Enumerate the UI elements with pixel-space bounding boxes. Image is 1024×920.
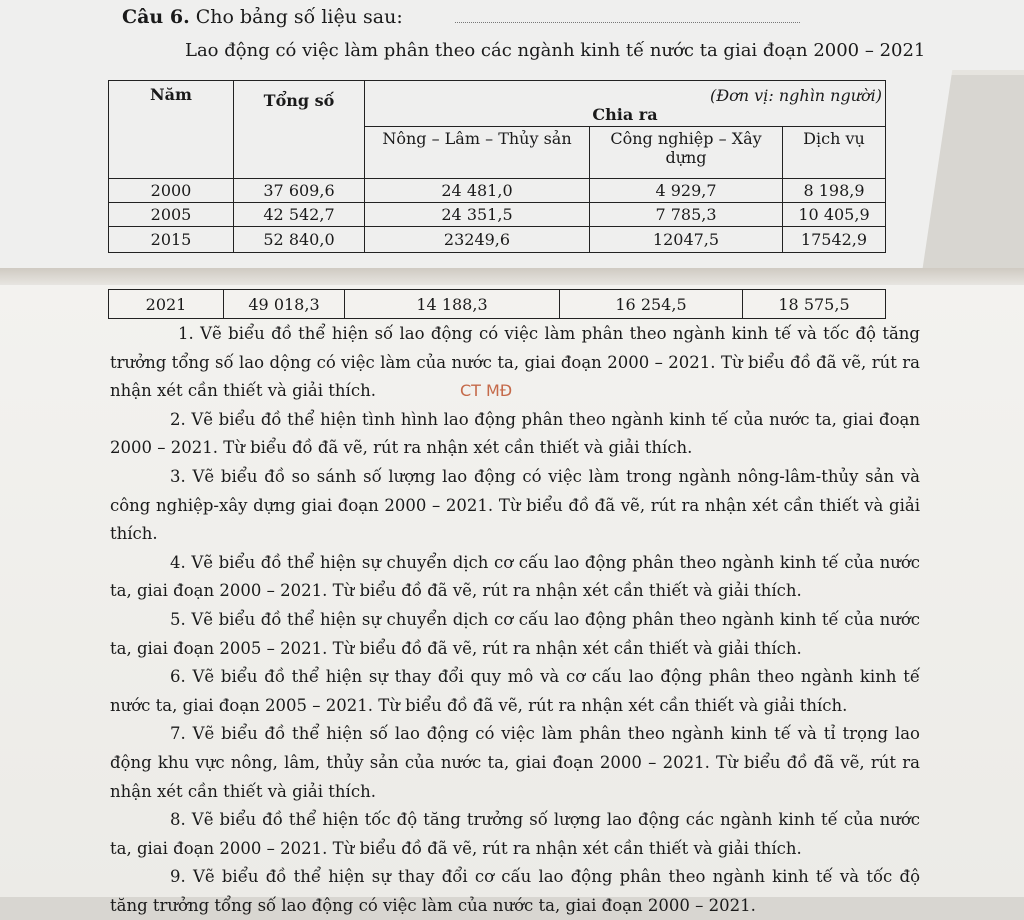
- cell-service: 18 575,5: [743, 290, 886, 319]
- cell-agri: 24 481,0: [365, 179, 590, 203]
- table-title: Lao động có việc làm phân theo các ngành kinh tế nước ta giai đoạn 2000 – 2021: [185, 40, 926, 61]
- handwritten-note: CT MĐ: [459, 381, 513, 401]
- question-item: 4. Vẽ biểu đồ thể hiện sự chuyển dịch cơ cấu lao động phân theo ngành kinh tế của nước ta, giai đoạn 2000 – 2021. Từ biểu đồ đã vẽ, rút ra nhận xét cần thiết và giải thích.: [110, 552, 920, 601]
- question-item: 6. Vẽ biểu đồ thể hiện sự thay đổi quy mô và cơ cấu lao động phân theo ngành kinh tế nước ta, giai đoạn 2005 – 2021. Từ biểu đồ đã vẽ, rút ra nhận xét cần thiết và giải thích.: [110, 667, 920, 715]
- cell-year: 2021: [109, 290, 224, 319]
- table-row: [109, 203, 886, 227]
- question-item: 7. Vẽ biểu đồ thể hiện số lao động có việc làm phân theo ngành kinh tế và tỉ trọng lao động khu vực nông, lâm, thủy sản của nước ta, giai đoạn 2000 – 2021. Từ biểu đồ đã vẽ, rút ra nhận xét cần thiết và giải thích.: [110, 724, 920, 801]
- cell-agri: 14 188,3: [345, 290, 560, 319]
- question-label: Câu 6.: [122, 6, 190, 28]
- table-row: [109, 227, 886, 253]
- question-item: 8. Vẽ biểu đồ thể hiện tốc độ tăng trưởng số lượng lao động các ngành kinh tế của nước ta, giai đoạn 2000 – 2021. Từ biểu đồ đã vẽ, rút ra nhận xét cần thiết và giải thích.: [110, 810, 920, 858]
- question-item: [110, 320, 920, 406]
- question-item: 3. Vẽ biểu đồ so sánh số lượng lao động có việc làm trong ngành nông-lâm-thủy sản và công nghiệp-xây dựng giai đoạn 2000 – 2021. Từ biểu đồ đã vẽ, rút ra nhận xét cần thiết và giải thích.: [110, 466, 920, 544]
- cell-year: 2005: [109, 203, 234, 227]
- unit-label: (Đơn vị: nghìn người): [710, 86, 883, 105]
- question-item: 2. Vẽ biểu đồ thể hiện tình hình lao động phân theo ngành kinh tế của nước ta, giai đoạn 2000 – 2021. Từ biểu đồ đã vẽ, rút ra nhận xét cần thiết và giải thích.: [110, 409, 920, 458]
- cell-agri: 24 351,5: [365, 203, 590, 227]
- cell-total: 42 542,7: [234, 203, 365, 227]
- dotted-line: [455, 22, 800, 23]
- cell-total: 52 840,0: [234, 227, 365, 253]
- question-item: 5. Vẽ biểu đồ thể hiện sự chuyển dịch cơ cấu lao động phân theo ngành kinh tế của nước ta, giai đoạn 2005 – 2021. Từ biểu đồ đã vẽ, rút ra nhận xét cần thiết và giải thích.: [110, 609, 920, 658]
- cell-service: 8 198,9: [783, 179, 886, 203]
- cell-industry: 7 785,3: [590, 203, 783, 227]
- cell-service: 10 405,9: [783, 203, 886, 227]
- cell-total: 37 609,6: [234, 179, 365, 203]
- question-list: [110, 320, 920, 920]
- question-title: [122, 6, 403, 28]
- header-breakdown: Chia ra: [365, 81, 886, 127]
- cell-year: 2000: [109, 179, 234, 203]
- cell-industry: 12047,5: [590, 227, 783, 253]
- question-item: 9. Vẽ biểu đồ thể hiện sự thay đổi cơ cấu lao động phân theo ngành kinh tế và tốc độ tăng trưởng tổng số lao động có việc làm của nước ta, giai đoạn 2000 – 2021.: [110, 867, 920, 915]
- header-service: Dịch vụ: [783, 127, 886, 179]
- header-industry: Công nghiệp – Xây dựng: [590, 127, 783, 179]
- cell-agri: 23249,6: [365, 227, 590, 253]
- cell-total: 49 018,3: [224, 290, 345, 319]
- cell-service: 17542,9: [783, 227, 886, 253]
- cell-industry: 4 929,7: [590, 179, 783, 203]
- cell-industry: 16 254,5: [560, 290, 743, 319]
- question-text: 1. Vẽ biểu đồ thể hiện số lao động có việc làm phân theo ngành kinh tế và tốc độ tăng trưởng tổng số lao dộng có việc làm của nước ta, giai đoạn 2000 – 2021. Từ biểu đồ đã vẽ, rút ra nhận xét cần thiết và giải thích.: [110, 324, 920, 401]
- table-row: [109, 179, 886, 203]
- header-year: Năm: [109, 81, 234, 179]
- table-row: [109, 290, 886, 319]
- header-total: Tổng số: [234, 81, 365, 179]
- header-agri: Nông – Lâm – Thủy sản: [365, 127, 590, 179]
- data-table: [108, 80, 886, 253]
- table-row-2021: [108, 289, 886, 319]
- question-intro: Cho bảng số liệu sau:: [195, 6, 403, 28]
- cell-year: 2015: [109, 227, 234, 253]
